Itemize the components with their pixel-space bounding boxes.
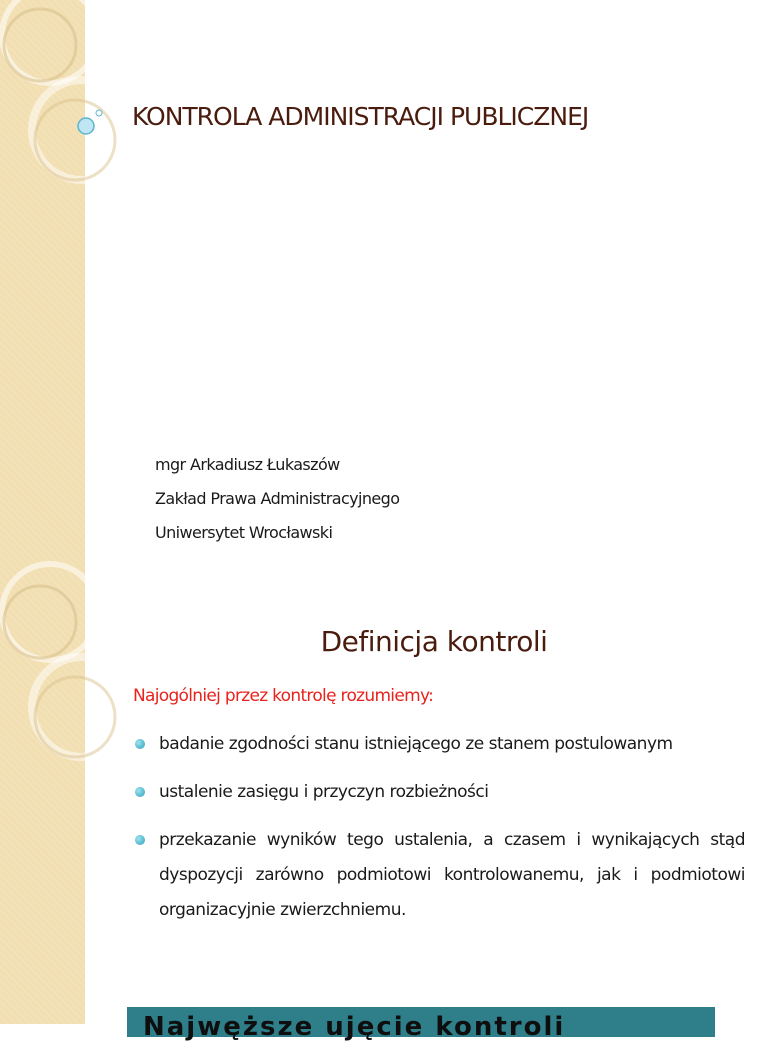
- list-item: badanie zgodności stanu istniejącego ze stanem postulowanym: [135, 727, 745, 761]
- bullet-icon: [135, 787, 145, 797]
- decorative-sidebar: [0, 0, 85, 577]
- intro-text: Najogólniej przez kontrolę rozumiemy:: [133, 686, 434, 706]
- next-slide-partial-title: Najwęższe ujęcie kontroli: [143, 1012, 566, 1042]
- next-slide-title-bar: [127, 1007, 715, 1042]
- bullet-icon: [135, 835, 145, 845]
- author-university: Uniwersytet Wrocławski: [155, 523, 333, 542]
- author-department: Zakład Prawa Administracyjnego: [155, 489, 400, 508]
- author-block: [155, 452, 399, 554]
- slide-title: Definicja kontroli: [320, 625, 548, 658]
- circles-ornament-icon: [0, 0, 140, 577]
- slide-title: KONTROLA ADMINISTRACJI PUBLICZNEJ: [132, 102, 589, 131]
- list-item: ustalenie zasięgu i przyczyn rozbieżności: [135, 775, 745, 809]
- definition-list: [135, 727, 745, 942]
- bullet-icon: [135, 739, 145, 749]
- definition-slide: [0, 577, 768, 1042]
- list-item: przekazanie wyników tego ustalenia, a czasem i wynikających stąd dyspozycji zarówno podmiotowi kontrolowanemu, jak i podmiotowi organizacyjnie zwierzchniemu.: [135, 823, 745, 928]
- author-name: mgr Arkadiusz Łukaszów: [155, 455, 340, 474]
